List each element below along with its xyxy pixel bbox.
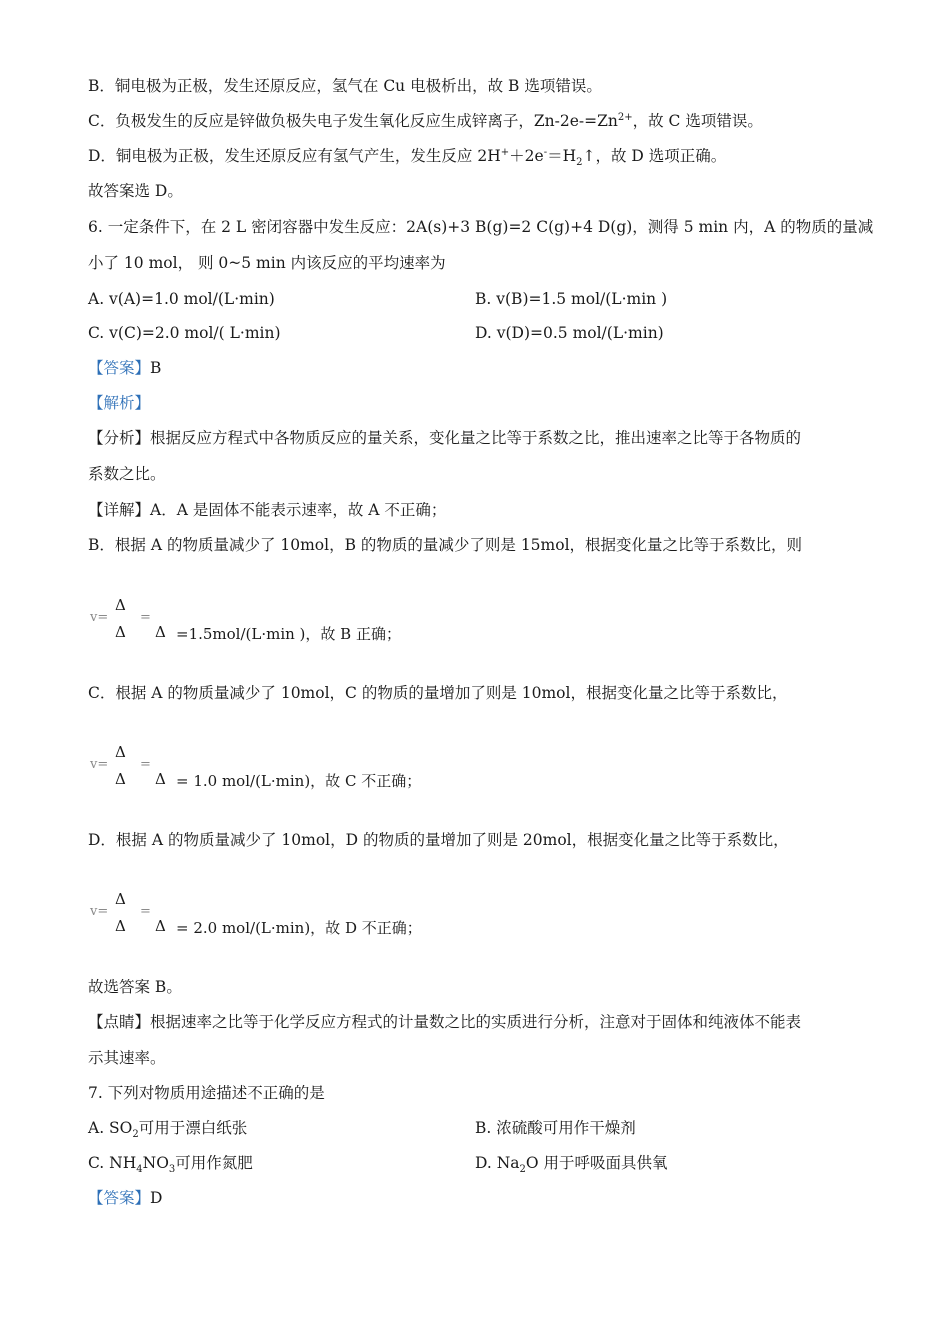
fenxi-line2: 系数之比。 <box>88 465 166 483</box>
final-answer: 故选答案 B。 <box>88 978 182 996</box>
text: C．负极发生的反应是锌做负极失电子发生氧化反应生成锌离子，Zn-2e-=Zn <box>88 112 618 130</box>
detail-d-line: D．根据 A 的物质量减少了 10mol，D 的物质的量增加了则是 20mol，根据变化量之比等于系数比， <box>88 831 789 849</box>
answer-value: D <box>150 1189 163 1207</box>
dianjing-line1: 【点睛】根据速率之比等于化学反应方程式的计量数之比的实质进行分析，注意对于固体和纯液体不能表 <box>88 1013 802 1031</box>
superscript: - <box>543 146 548 158</box>
question-6-stem-line1: 6. 一定条件下，在 2 L 密闭容器中发生反应：2A(s)+3 B(g)=2 C(g)+4 D(g)，测得 5 min 内，A 的物质的量减 <box>88 218 874 236</box>
q7-option-d <box>475 1153 668 1176</box>
equals-sign: = <box>140 757 151 772</box>
question-7-stem: 7. 下列对物质用途描述不正确的是 <box>88 1084 325 1102</box>
line-c-negative <box>88 111 763 131</box>
delta-numerator: Δ <box>115 890 126 908</box>
subscript: 2 <box>132 1129 139 1141</box>
text: C. NH <box>88 1154 137 1172</box>
subscript: 2 <box>519 1164 526 1176</box>
delta-denominator: Δ <box>155 917 166 935</box>
detail-a: 【详解】A．A 是固体不能表示速率，故 A 不正确； <box>88 501 447 519</box>
text: ＋2e <box>509 147 544 165</box>
q7-option-a <box>88 1118 248 1141</box>
text: A. SO <box>88 1119 133 1137</box>
formula-c-result: = 1.0 mol/(L·min)，故 C 不正确； <box>176 772 422 790</box>
text: NO <box>142 1154 169 1172</box>
text: D. Na <box>475 1154 520 1172</box>
delta-denominator: Δ <box>115 770 126 788</box>
subscript: 4 <box>136 1164 143 1176</box>
text: D．铜电极为正极，发生还原反应有氢气产生，发生反应 2H <box>88 147 501 165</box>
detail-c-line: C．根据 A 的物质量减少了 10mol，C 的物质的量增加了则是 10mol，根据变化量之比等于系数比， <box>88 684 788 702</box>
delta-numerator: Δ <box>115 596 126 614</box>
superscript: 2+ <box>617 111 633 123</box>
fenxi-line1: 【分析】根据反应方程式中各物质反应的量关系，变化量之比等于系数之比，推出速率之比等于各物质的 <box>88 429 802 447</box>
equals-sign: = <box>140 904 151 919</box>
answer-value: B <box>150 359 162 377</box>
line-d-copper <box>88 146 727 169</box>
answer-summary-5: 故答案选 D。 <box>88 182 183 200</box>
v-equals: v= <box>90 610 109 625</box>
text: O 用于呼吸面具供氧 <box>525 1154 668 1172</box>
question-6-stem-line2: 小了 10 mol， 则 0~5 min 内该反应的平均速率为 <box>88 254 446 272</box>
answer-tag: 【答案】 <box>88 359 151 377</box>
equals-sign: = <box>140 610 151 625</box>
q7-answer <box>88 1188 162 1208</box>
formula-b-result: =1.5mol/(L·min )，故 B 正确； <box>176 625 401 643</box>
q7-option-b: B. 浓硫酸可用作干燥剂 <box>475 1119 636 1137</box>
text: 可用作氮肥 <box>175 1154 253 1172</box>
v-equals: v= <box>90 757 109 772</box>
delta-numerator: Δ <box>115 743 126 761</box>
q6-option-c: C. v(C)=2.0 mol/( L·min) <box>88 324 281 342</box>
line-b-copper: B．铜电极为正极，发生还原反应，氢气在 Cu 电极析出，故 B 选项错误。 <box>88 77 602 95</box>
text: ＝H <box>547 147 577 165</box>
text: ↑，故 D 选项正确。 <box>582 147 727 165</box>
q6-option-a: A. v(A)=1.0 mol/(L·min) <box>88 290 275 308</box>
superscript: + <box>500 146 510 158</box>
delta-denominator: Δ <box>155 623 166 641</box>
formula-d-result: = 2.0 mol/(L·min)，故 D 不正确； <box>176 919 422 937</box>
q6-option-d: D. v(D)=0.5 mol/(L·min) <box>475 324 664 342</box>
delta-denominator: Δ <box>115 623 126 641</box>
answer-tag: 【答案】 <box>88 1189 151 1207</box>
detail-b-line: B．根据 A 的物质量减少了 10mol，B 的物质的量减少了则是 15mol，根据变化量之比等于系数比，则 <box>88 536 803 554</box>
analysis-tag: 【解析】 <box>88 394 151 412</box>
q6-answer <box>88 358 161 378</box>
text: 可用于漂白纸张 <box>138 1119 248 1137</box>
q6-option-b: B. v(B)=1.5 mol/(L·min ) <box>475 290 668 308</box>
dianjing-line2: 示其速率。 <box>88 1049 166 1067</box>
delta-denominator: Δ <box>115 917 126 935</box>
text: ，故 C 选项错误。 <box>632 112 763 130</box>
delta-denominator: Δ <box>155 770 166 788</box>
q7-option-c <box>88 1153 253 1176</box>
subscript: 3 <box>168 1164 176 1176</box>
subscript: 2 <box>576 157 583 169</box>
v-equals: v= <box>90 904 109 919</box>
